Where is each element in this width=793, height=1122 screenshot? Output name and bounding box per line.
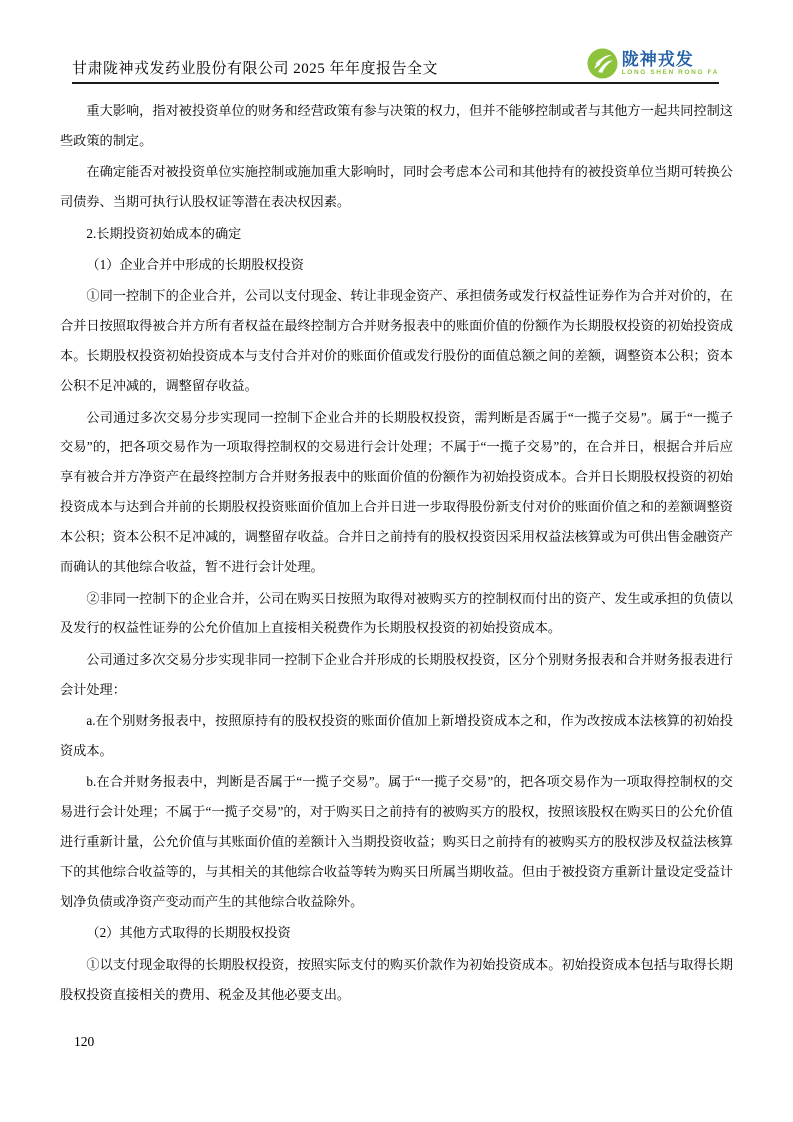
page-header (72, 44, 719, 84)
crane-circle-icon (587, 48, 618, 79)
paragraph-cash-acquisition: ①以支付现金取得的长期股权投资，按照实际支付的购买价款作为初始投资成本。初始投资成本包括与取得长期股权投资直接相关的费用、税金及其他必要支出。 (60, 956, 733, 1002)
paragraph-step-acquisition-non-same-control: 公司通过多次交易分步实现非同一控制下企业合并形成的长期股权投资，区分个别财务报表和合并财务报表进行会计处理： (60, 651, 733, 697)
heading-business-combination: （1）企业合并中形成的长期股权投资 (86, 257, 304, 273)
paragraph-consolidated-statements: b.在合并财务报表中，判断是否属于“一揽子交易”。属于“一揽子交易”的，把各项交易作为一项取得控制权的交易进行会计处理；不属于“一揽子交易”的，对于购买日之前持有的被购买方的股权，按照该股权在购买日的公允价值进行重新计量，公允价值与其账面价值的差额计入当期投资收益；购买日之前持有的被购买方的股权涉及权益法核算下的其他综合收益等的，与其相关的其他综合收益等转为购买日所属当期收益。但由于被投资方重新计量设定受益计划净负债或净资产变动而产生的其他综合收益除外。 (60, 774, 733, 910)
paragraph-non-same-control: ②非同一控制下的企业合并，公司在购买日按照为取得对被购买方的控制权而付出的资产、发生或承担的负债以及发行的权益性证券的公允价值加上直接相关税费作为长期股权投资的初始投资成本。 (60, 590, 733, 636)
document-body (60, 96, 733, 1011)
logo-wordmark: 陇神戎发 (621, 49, 694, 69)
paragraph-separate-statements: a.在个别财务报表中，按照原持有的股权投资的账面价值加上新增投资成本之和，作为改按成本法核算的初始投资成本。 (60, 713, 733, 759)
paragraph-step-acquisition-same-control: 公司通过多次交易分步实现同一控制下企业合并的长期股权投资，需判断是否属于“一揽子交易”。属于“一揽子交易”的，把各项交易作为一项取得控制权的交易进行会计处理；不属于“一揽子交易”的，在合并日，根据合并后应享有被合并方净资产在最终控制方合并财务报表中的账面价值的份额作为初始投资成本。合并日长期股权投资的初始投资成本与达到合并前的长期股权投资账面价值加上合并日进一步取得股份新支付对价的账面价值之和的差额调整资本公积；资本公积不足冲减的，调整留存收益。合并日之前持有的股权投资因采用权益法核算或为可供出售金融资产而确认的其他综合收益，暂不进行会计处理。 (60, 409, 733, 575)
heading-other-acquisition: （2）其他方式取得的长期股权投资 (86, 925, 291, 941)
report-title: 甘肃陇神戎发药业股份有限公司 2025 年年度报告全文 (72, 61, 439, 77)
logo-text (622, 51, 719, 77)
company-logo (587, 48, 719, 80)
heading-initial-cost: 2.长期投资初始成本的确定 (86, 225, 242, 241)
page-number: 120 (74, 1034, 95, 1049)
logo-subtitle: LONG SHEN RONG FA (621, 69, 719, 77)
paragraph-potential-voting-rights: 在确定能否对被投资单位实施控制或施加重大影响时，同时会考虑本公司和其他持有的被投资单位当期可转换公司债券、当期可执行认股权证等潜在表决权因素。 (60, 164, 733, 210)
paragraph-same-control: ①同一控制下的企业合并，公司以支付现金、转让非现金资产、承担债务或发行权益性证券作为合并对价的，在合并日按照取得被合并方所有者权益在最终控制方合并财务报表中的账面价值的份额作为长期股权投资的初始投资成本。长期股权投资初始投资成本与支付合并对价的账面价值或发行股份的面值总额之间的差额，调整资本公积；资本公积不足冲减的，调整留存收益。 (60, 288, 733, 394)
paragraph-significant-influence: 重大影响，指对被投资单位的财务和经营政策有参与决策的权力，但并不能够控制或者与其他方一起共同控制这些政策的制定。 (60, 103, 733, 148)
